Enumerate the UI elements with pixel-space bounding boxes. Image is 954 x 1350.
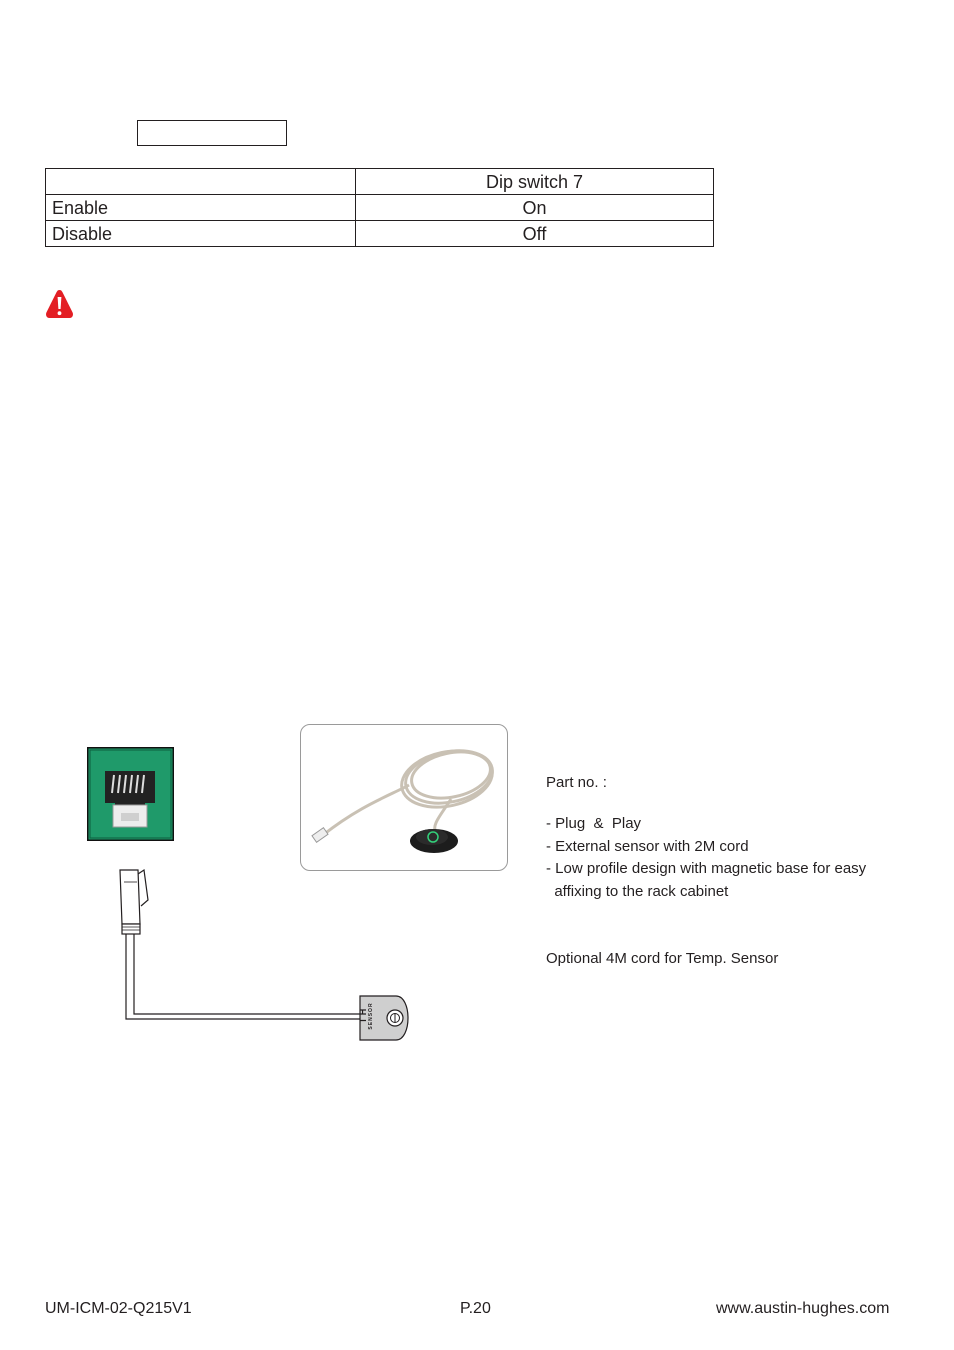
- sensor-label-main: T H: [358, 1008, 368, 1024]
- table-header-row: [46, 169, 714, 195]
- feature-item: - Plug & Play: [546, 815, 642, 832]
- warning-triangle-icon: [45, 289, 74, 319]
- table-header-cell: Dip switch 7: [356, 169, 714, 195]
- sensor-label: [356, 1000, 380, 1036]
- dip-switch-table: [45, 168, 714, 247]
- footer-doc-id: UM-ICM-02-Q215V1: [45, 1300, 192, 1317]
- part-no-label: Part no. :: [546, 774, 607, 791]
- sensor-label-sub: SENSOR: [368, 1002, 374, 1030]
- feature-item: - External sensor with 2M cord: [546, 838, 749, 855]
- optional-cord-note: Optional 4M cord for Temp. Sensor: [546, 950, 779, 967]
- rj11-jack-icon: [87, 747, 174, 841]
- feature-item: - Low profile design with magnetic base for easy: [546, 860, 867, 877]
- sensor-cable-image: [301, 725, 508, 871]
- table-cell: Enable: [46, 195, 356, 221]
- table-cell: Off: [356, 221, 714, 247]
- table-header-cell: [46, 169, 356, 195]
- table-cell: Disable: [46, 221, 356, 247]
- feature-item: affixing to the rack cabinet: [546, 883, 729, 900]
- table-row: [46, 195, 714, 221]
- sensor-product-photo: [300, 724, 508, 871]
- footer-website: www.austin-hughes.com: [716, 1300, 890, 1317]
- empty-title-box: [137, 120, 287, 146]
- table-cell: On: [356, 195, 714, 221]
- footer-page-number: P.20: [460, 1300, 491, 1317]
- table-row: [46, 221, 714, 247]
